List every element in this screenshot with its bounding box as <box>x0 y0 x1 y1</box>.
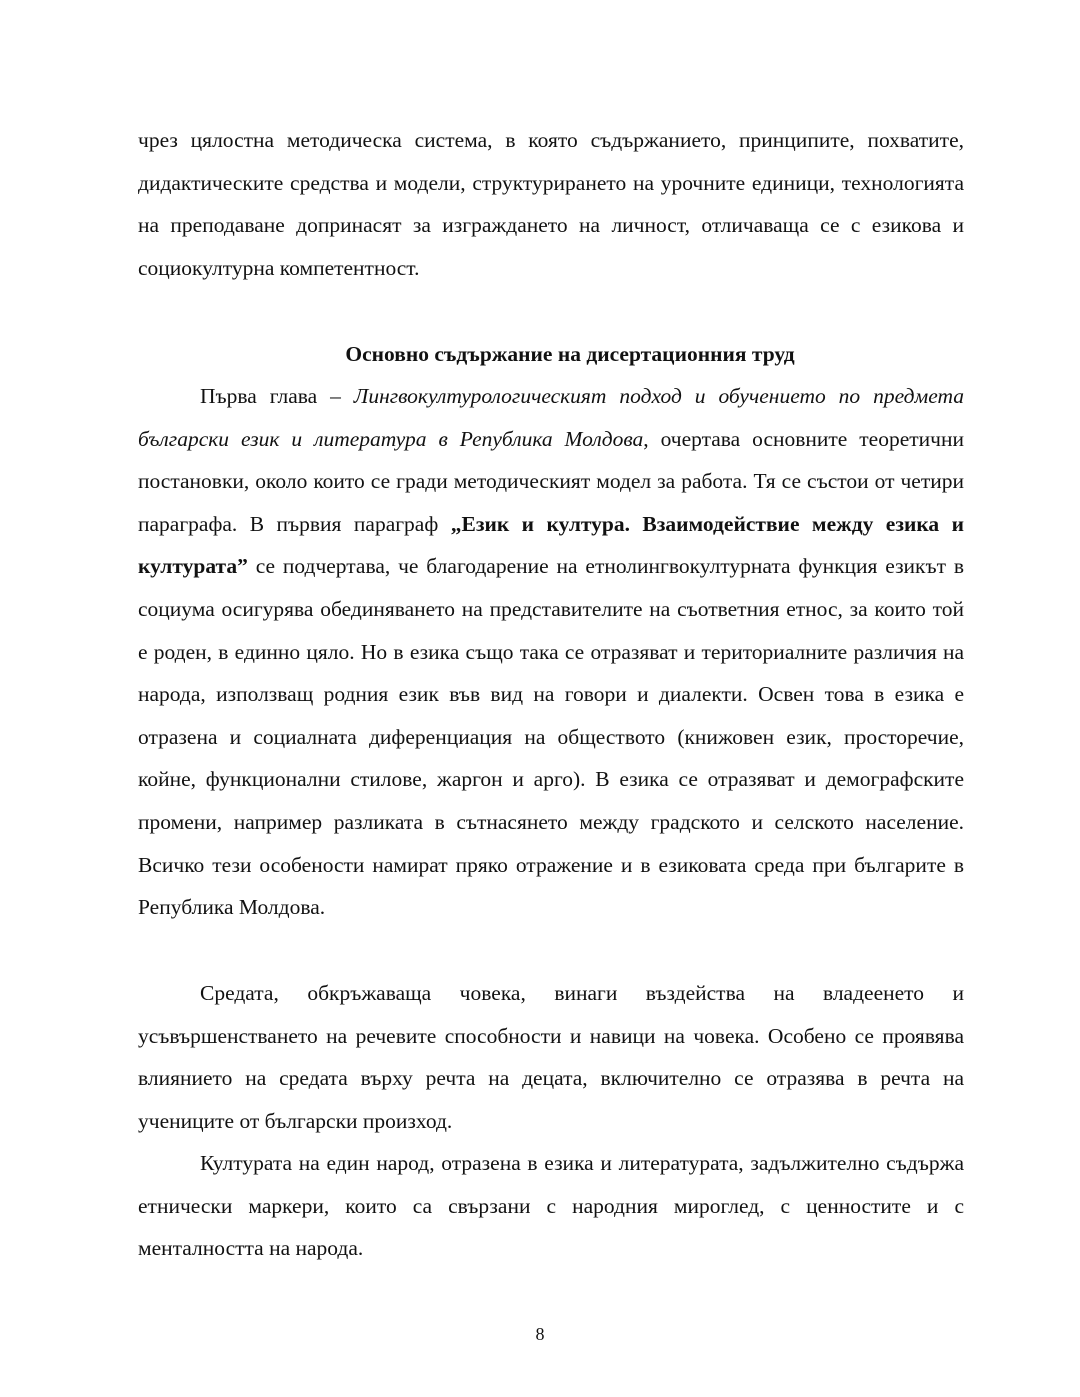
intro-paragraph <box>138 119 964 289</box>
environment-paragraph <box>138 972 964 1142</box>
chapter-rest-text: се подчертава, че благодарение на етнолингвокултурната функция езикът в социума осигурява обединяването на представителите на съответния етнос, за които той е роден, в единно цяло. Но в езика също така се отразяват и териториалните различия на народа, използващ родния език във вид на говори и диалекти. Освен това в езика е отразена и социалната диференциация на обществото (книжовен език, просторечие, койне, функционални стилове, жаргон и арго). В езика се отразяват и демографските промени, например разликата в сътнасянето между градското и селското население. Всичко тези особености намират пряко отражение и в езиковата среда при българите в Република Молдова. <box>138 554 964 920</box>
chapter-paragraph-text <box>138 375 964 929</box>
chapter-title-italic: Лингвокултурологическият подход и обучението по предмета български език и литература в Република Молдова <box>138 384 964 451</box>
chapter-lead: Първа глава – <box>200 384 354 408</box>
chapter-middle-text: , очертава основните теоретични постановки, около които се гради методическият модел за работа. Тя се състои от четири параграфа. В първия параграф <box>138 426 964 536</box>
culture-paragraph <box>138 1142 964 1270</box>
environment-paragraph-text: Средата, обкръжаваща човека, винаги въздейства на владеенето и усъвършенстването на речевите способности и навици на човека. Особено се проявява влиянието на средата върху речта на децата, включително се отразява в речта на учениците от български произход. <box>138 981 964 1133</box>
page-number: 8 <box>535 1324 545 1344</box>
intro-paragraph-text: чрез цялостна методическа система, в която съдържанието, принципите, похватите, дидактическите средства и модели, структурирането на урочните единици, технологията на преподаване допринасят за изграждането на личност, отличаваща се с езикова и социокултурна компетентност. <box>138 128 964 280</box>
section-heading: Основно съдържание на дисертационния труд <box>345 342 795 366</box>
chapter-paragraph <box>138 375 964 929</box>
paragraph-bold-title: „Език и култура. Взаимодействие между езика и културата” <box>138 511 964 579</box>
culture-paragraph-text: Културата на един народ, отразена в езика и литературата, задължително съдържа етнически маркери, които са свързани с народния мироглед, с ценностите и с менталността на народа. <box>138 1151 964 1261</box>
